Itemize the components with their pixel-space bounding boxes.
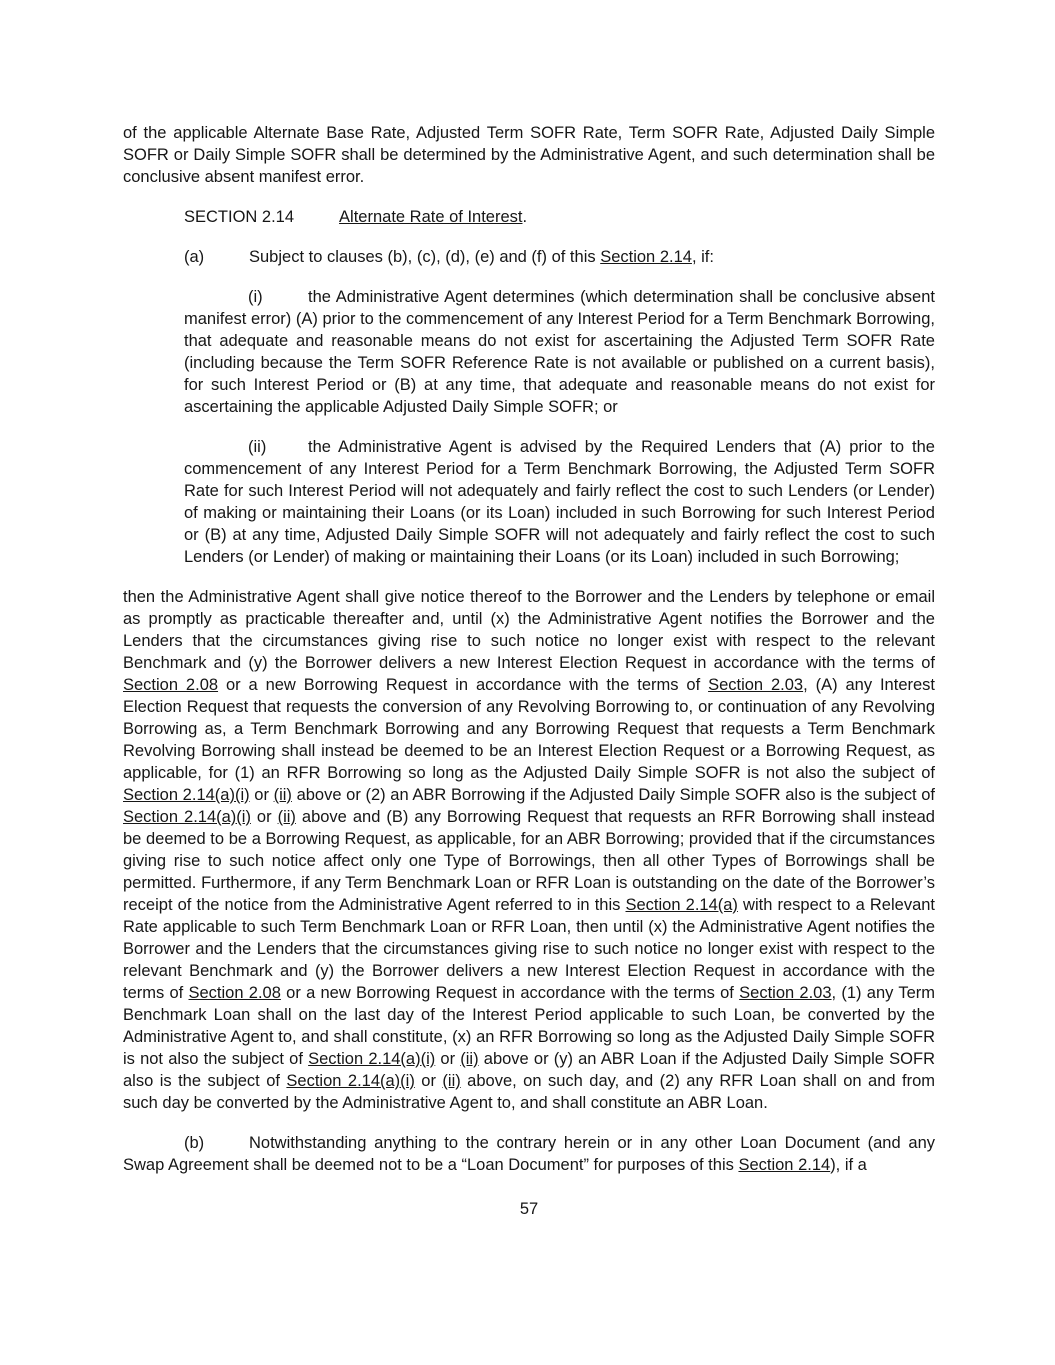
clause-label: (b) bbox=[184, 1134, 205, 1152]
section-ref: Section 2.14(a)(i) bbox=[123, 808, 251, 826]
clause-b-paragraph: (b) Notwithstanding anything to the contrary herein or in any other Loan Document (and any Swap Agreement shall be deemed not to be a “Loan Document” for purposes of this Section 2.14), if a bbox=[123, 1134, 935, 1174]
clause-label: (i) bbox=[248, 288, 263, 306]
section-ref: Section 2.14 bbox=[600, 248, 692, 266]
clause-label: (a) bbox=[184, 248, 205, 266]
clause-a-ii-paragraph: (ii) the Administrative Agent is advised by the Required Lenders that (A) prior to the commencement of any Interest Period for a Term Benchmark Borrowing, the Adjusted Term SOFR Rate for such Interest Period will not adequately and fairly reflect the cost to such Lenders (or Lender) of making or maintaining their Loans (or its Loan) included in such Borrowing for such Interest Period or (B) at any time, Adjusted Daily Simple SOFR will not adequately and fairly reflect the cost to such Lenders (or Lender) of making or maintaining their Loans (or its Loan) included in such Borrowing; bbox=[184, 438, 935, 566]
continuation-paragraph: of the applicable Alternate Base Rate, Adjusted Term SOFR Rate, Term SOFR Rate, Adjusted Daily Simple SOFR or Daily Simple SOFR shall be determined by the Administrative Agent, and such determination shall be conclusive absent manifest error. bbox=[123, 124, 935, 186]
section-number: SECTION 2.14 bbox=[184, 208, 295, 226]
section-ref: Section 2.08 bbox=[188, 984, 281, 1002]
section-ref: Section 2.03 bbox=[739, 984, 832, 1002]
section-ref: Section 2.14(a)(i) bbox=[123, 786, 250, 804]
section-ref: (ii) bbox=[442, 1072, 461, 1090]
section-ref: (ii) bbox=[460, 1050, 479, 1068]
document-body bbox=[123, 122, 935, 1176]
section-ref: Section 2.08 bbox=[123, 676, 219, 694]
section-ref: Section 2.14(a)(i) bbox=[286, 1072, 415, 1090]
section-ref: Section 2.14(a) bbox=[625, 896, 738, 914]
clause-label: (ii) bbox=[248, 438, 267, 456]
section-ref: (ii) bbox=[277, 808, 296, 826]
section-ref: Section 2.03 bbox=[708, 676, 804, 694]
then-paragraph: then the Administrative Agent shall give notice thereof to the Borrower and the Lenders by telephone or email as promptly as practicable thereafter and, until (x) the Administrative Agent notifies the Borrower and the Lenders that the circumstances giving rise to such notice no longer exist with respect to the relevant Benchmark and (y) the Borrower delivers a new Interest Election Request in accordance with the terms of Section 2.08 or a new Borrowing Request in accordance with the terms of Section 2.03, (A) any Interest Election Request that requests the conversion of any Revolving Borrowing to, or continuation of any Revolving Borrowing as, a Term Benchmark Borrowing and any Borrowing Request that requests a Term Benchmark Revolving Borrowing shall instead be deemed to be an Interest Election Request or a Borrowing Request, as applicable, for (1) an RFR Borrowing so long as the Adjusted Daily Simple SOFR is not also the subject of Section 2.14(a)(i) or (ii) above or (2) an ABR Borrowing if the Adjusted Daily Simple SOFR also is the subject of Section 2.14(a)(i) or (ii) above and (B) any Borrowing Request that requests an RFR Borrowing shall instead be deemed to be a Borrowing Request, as applicable, for an ABR Borrowing; provided that if the circumstances giving rise to such notice affect only one Type of Borrowings, then all other Types of Borrowings shall be permitted. Furthermore, if any Term Benchmark Loan or RFR Loan is outstanding on the date of the Borrower’s receipt of the notice from the Administrative Agent referred to in this Section 2.14(a) with respect to a Relevant Rate applicable to such Term Benchmark Loan or RFR Loan, then until (x) the Administrative Agent notifies the Borrower and the Lenders that the circumstances giving rise to such notice no longer exist with respect to the relevant Benchmark and (y) the Borrower delivers a new Interest Election Request in accordance with the terms of Section 2.08 or a new Borrowing Request in accordance with the terms of Section 2.03, (1) any Term Benchmark Loan shall on the last day of the Interest Period applicable to such Loan, be converted by the Administrative Agent to, and shall constitute, (x) an RFR Borrowing so long as the Adjusted Daily Simple SOFR is not also the subject of Section 2.14(a)(i) or (ii) above or (y) an ABR Loan if the Adjusted Daily Simple SOFR also is the subject of Section 2.14(a)(i) or (ii) above, on such day, and (2) any RFR Loan shall on and from such day be converted by the Administrative Agent to, and shall constitute an ABR Loan. bbox=[123, 588, 936, 1112]
section-ref: (ii) bbox=[273, 786, 292, 804]
clause-a-paragraph: (a) Subject to clauses (b), (c), (d), (e) and (f) of this Section 2.14, if: bbox=[184, 248, 714, 266]
clause-a-i-paragraph: (i) the Administrative Agent determines (which determination shall be conclusive absent manifest error) (A) prior to the commencement of any Interest Period for a Term Benchmark Borrowing, that adequate and reasonable means do not exist for ascertaining the Adjusted Term SOFR Rate (including because the Term SOFR Reference Rate is not available or published on a current basis), for such Interest Period or (B) at any time, that adequate and reasonable means do not exist for ascertaining the applicable Adjusted Daily Simple SOFR; or bbox=[184, 288, 935, 416]
page-number: 57 bbox=[519, 1200, 539, 1218]
section-ref: Section 2.14 bbox=[738, 1156, 831, 1174]
section-heading: SECTION 2.14 Alternate Rate of Interest. bbox=[184, 208, 528, 226]
section-title: Alternate Rate of Interest bbox=[339, 208, 523, 226]
section-ref: Section 2.14(a)(i) bbox=[308, 1050, 436, 1068]
